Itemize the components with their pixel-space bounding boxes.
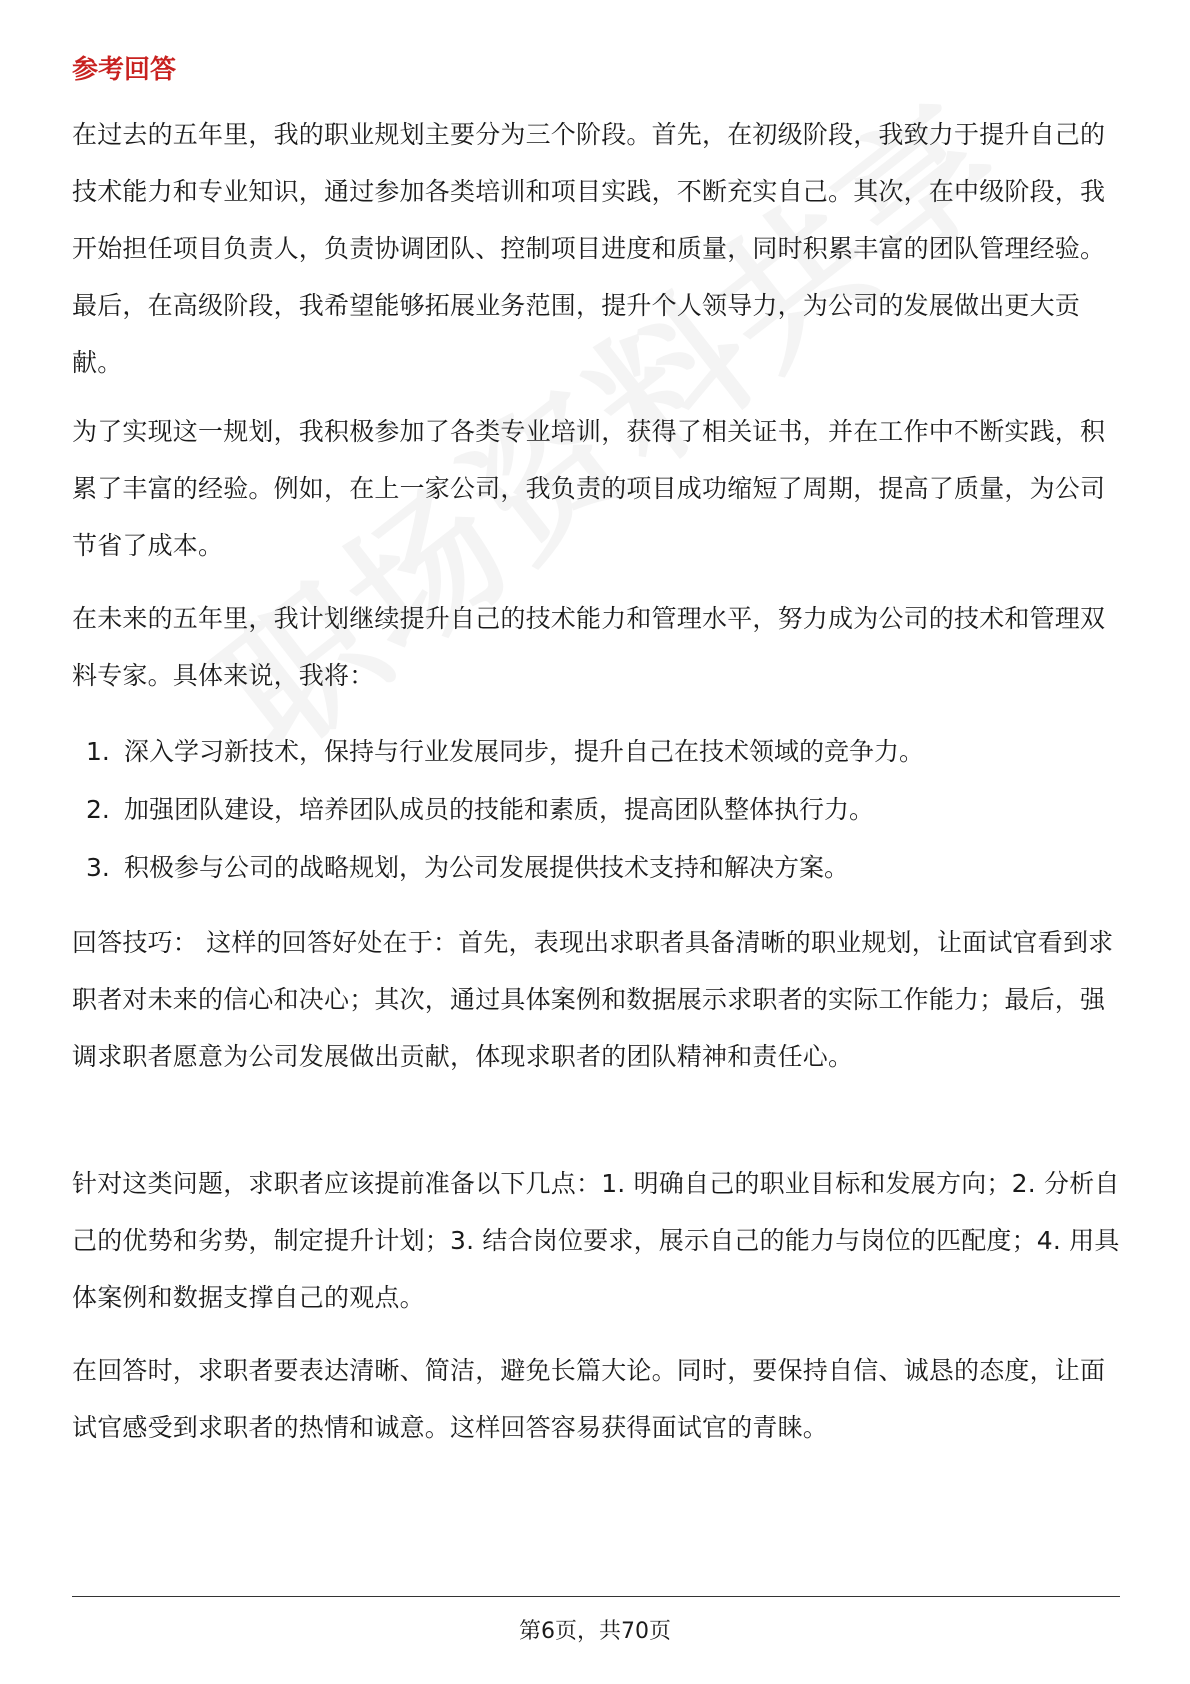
list-item-text: 积极参与公司的战略规划，为公司发展提供技术支持和解决方案。 (124, 853, 850, 882)
list-item-number: 1. (86, 737, 110, 766)
closing-paragraph: 在回答时，求职者要表达清晰、简洁，避免长篇大论。同时，要保持自信、诚恳的态度，让面试官感受到求职者的热情和诚意。这样回答容易获得面试官的青睐。 (72, 1356, 1106, 1442)
answer-paragraph-2: 为了实现这一规划，我积极参加了各类专业培训，获得了相关证书，并在工作中不断实践，积累了丰富的经验。例如，在上一家公司，我负责的项目成功缩短了周期，提高了质量，为公司节省了成本。 (72, 417, 1106, 560)
list-item-text: 加强团队建设，培养团队成员的技能和素质，提高团队整体执行力。 (124, 795, 875, 824)
list-item (72, 781, 1120, 839)
list-item-text: 深入学习新技术，保持与行业发展同步，提升自己在技术领域的竞争力。 (124, 737, 925, 766)
preparation-paragraph: 针对这类问题，求职者应该提前准备以下几点：1. 明确自己的职业目标和发展方向；2. 分析自己的优势和劣势，制定提升计划；3. 结合岗位要求，展示自己的能力与岗位的匹配度；4. 用具体案例和数据支撑自己的观点。 (72, 1169, 1120, 1312)
answer-paragraph-3: 在未来的五年里，我计划继续提升自己的技术能力和管理水平，努力成为公司的技术和管理双料专家。具体来说，我将： (72, 604, 1106, 690)
page-number: 第6页，共70页 (519, 1619, 671, 1644)
footer-divider (72, 1596, 1120, 1597)
list-item (72, 839, 1120, 897)
answer-paragraph-1: 在过去的五年里，我的职业规划主要分为三个阶段。首先，在初级阶段，我致力于提升自己的技术能力和专业知识，通过参加各类培训和项目实践，不断充实自己。其次，在中级阶段，我开始担任项目负责人，负责协调团队、控制项目进度和质量，同时积累丰富的团队管理经验。最后，在高级阶段，我希望能够拓展业务范围，提升个人领导力，为公司的发展做出更大贡献。 (72, 120, 1106, 377)
plan-list (72, 723, 1120, 897)
list-item-number: 2. (86, 795, 110, 824)
list-item (72, 723, 1120, 781)
tips-paragraph: 回答技巧： 这样的回答好处在于：首先，表现出求职者具备清晰的职业规划，让面试官看到求职者对未来的信心和决心；其次，通过具体案例和数据展示求职者的实际工作能力；最后，强调求职者愿意为公司发展做出贡献，体现求职者的团队精神和责任心。 (72, 928, 1114, 1071)
list-item-number: 3. (86, 853, 110, 882)
section-title: 参考回答 (72, 55, 177, 85)
